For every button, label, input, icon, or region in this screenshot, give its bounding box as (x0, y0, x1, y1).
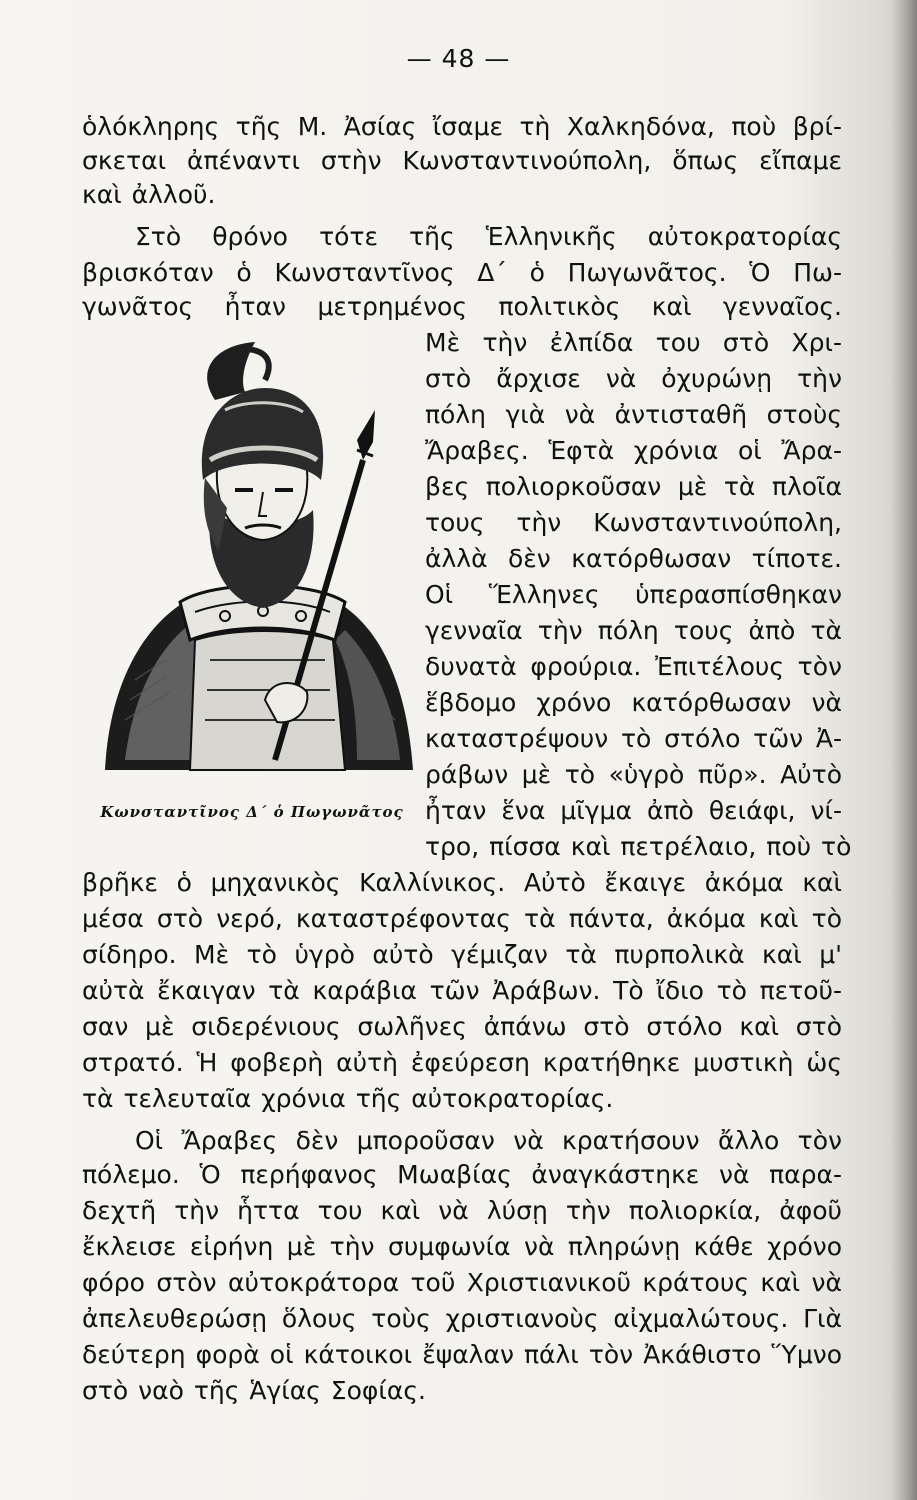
text-line: βες πολιορκοῦσαν μὲ τὰ πλοῖα (425, 472, 842, 501)
paragraph-first-line: Στὸ θρόνο τότε τῆς Ἑλληνικῆς αὐτοκρατορίας (135, 222, 842, 251)
text-line: Ἄραβες. Ἑφτὰ χρόνια οἱ Ἄρα- (425, 436, 842, 465)
text-line: στὸ ἄρχισε νὰ ὀχυρώνῃ τὴν (425, 364, 842, 393)
emperor-portrait-illustration (95, 340, 420, 790)
text-line: αὐτὰ ἔκαιγαν τὰ καράβια τῶν Ἀράβων. Τὸ ἴδιο τὸ πετοῦ- (82, 976, 842, 1005)
text-line: ράβων μὲ τὸ «ὑγρὸ πῦρ». Αὐτὸ (425, 760, 842, 789)
paragraph-first-line: Οἱ Ἄραβες δὲν μποροῦσαν νὰ κρατήσουν ἄλλο τὸν (135, 1126, 842, 1155)
text-line: σαν μὲ σιδερένιους σωλῆνες ἀπάνω στὸ στόλο καὶ στὸ (82, 1012, 842, 1041)
text-line: καταστρέψουν τὸ στόλο τῶν Ἀ- (425, 724, 842, 753)
text-line: τους τὴν Κωνσταντινούπολη, (425, 508, 842, 537)
text-line: ἦταν ἕνα μῖγμα ἀπὸ θειάφι, νί- (425, 796, 842, 825)
text-line: ἕβδομο χρόνο κατόρθωσαν νὰ (425, 688, 842, 717)
page-edge-shadow (891, 0, 917, 1500)
text-line: πόλεμο. Ὁ περήφανος Μωαβίας ἀναγκάστηκε νὰ παρα- (82, 1160, 842, 1189)
text-line: βρισκόταν ὁ Κωνσταντῖνος Δ΄ ὁ Πωγωνᾶτος. Ὁ Πω- (82, 258, 842, 287)
text-line: σίδηρο. Μὲ τὸ ὑγρὸ αὐτὸ γέμιζαν τὰ πυρπολικὰ καὶ μ' (82, 940, 842, 969)
text-line: ἀπελευθερώσῃ ὅλους τοὺς χριστιανοὺς αἰχμαλώτους. Γιὰ (82, 1304, 842, 1333)
text-line: φόρο στὸν αὐτοκράτορα τοῦ Χριστιανικοῦ κράτους καὶ νὰ (82, 1268, 842, 1297)
page-number: — 48 — (406, 44, 511, 73)
text-line: ὁλόκληρης τῆς Μ. Ἀσίας ἴσαμε τὴ Χαλκηδόνα, ποὺ βρί- (82, 112, 842, 141)
text-line: ἔκλεισε εἰρήνη μὲ τὴν συμφωνία νὰ πληρώνῃ κάθε χρόνο (82, 1232, 842, 1261)
text-line: δεύτερη φορὰ οἱ κάτοικοι ἔψαλαν πάλι τὸν Ἀκάθιστο Ὕμνο (82, 1340, 842, 1369)
text-line: Μὲ τὴν ἐλπίδα του στὸ Χρι- (425, 328, 842, 357)
text-line: δεχτῆ τὴν ἧττα του καὶ νὰ λύσῃ τὴν πολιορκία, ἀφοῦ (82, 1196, 842, 1225)
text-line: δυνατὰ φρούρια. Ἐπιτέλους τὸν (425, 652, 842, 681)
text-line: σκεται ἀπέναντι στὴν Κωνσταντινούπολη, ὅπως εἴπαμε (82, 146, 842, 175)
text-line: γωνᾶτος ἦταν μετρημένος πολιτικὸς καὶ γενναῖος. (82, 292, 842, 321)
text-line: τρο, πίσσα καὶ πετρέλαιο, ποὺ τὸ (425, 832, 852, 861)
text-line: πόλη γιὰ νὰ ἀντισταθῆ στοὺς (425, 400, 842, 429)
text-line: τὰ τελευταῖα χρόνια τῆς αὐτοκρατορίας. (82, 1084, 614, 1113)
text-line: στὸ ναὸ τῆς Ἁγίας Σοφίας. (82, 1376, 426, 1405)
text-line: ἀλλὰ δὲν κατόρθωσαν τίποτε. (425, 544, 842, 573)
text-line: καὶ ἀλλοῦ. (82, 180, 216, 209)
text-line: γενναῖα τὴν πόλη τους ἀπὸ τὰ (425, 616, 842, 645)
text-line: μέσα στὸ νερό, καταστρέφοντας τὰ πάντα, ἀκόμα καὶ τὸ (82, 904, 842, 933)
text-line: στρατό. Ἡ φοβερὴ αὐτὴ ἐφεύρεση κρατήθηκε μυστικὴ ὡς (82, 1048, 842, 1077)
text-line: βρῆκε ὁ μηχανικὸς Καλλίνικος. Αὐτὸ ἔκαιγε ἀκόμα καὶ (82, 868, 842, 897)
figure-caption: Κωνσταντῖνος Δ΄ ὁ Πωγωνᾶτος (100, 803, 404, 821)
text-line: Οἱ Ἕλληνες ὑπερασπίσθηκαν (425, 580, 842, 609)
